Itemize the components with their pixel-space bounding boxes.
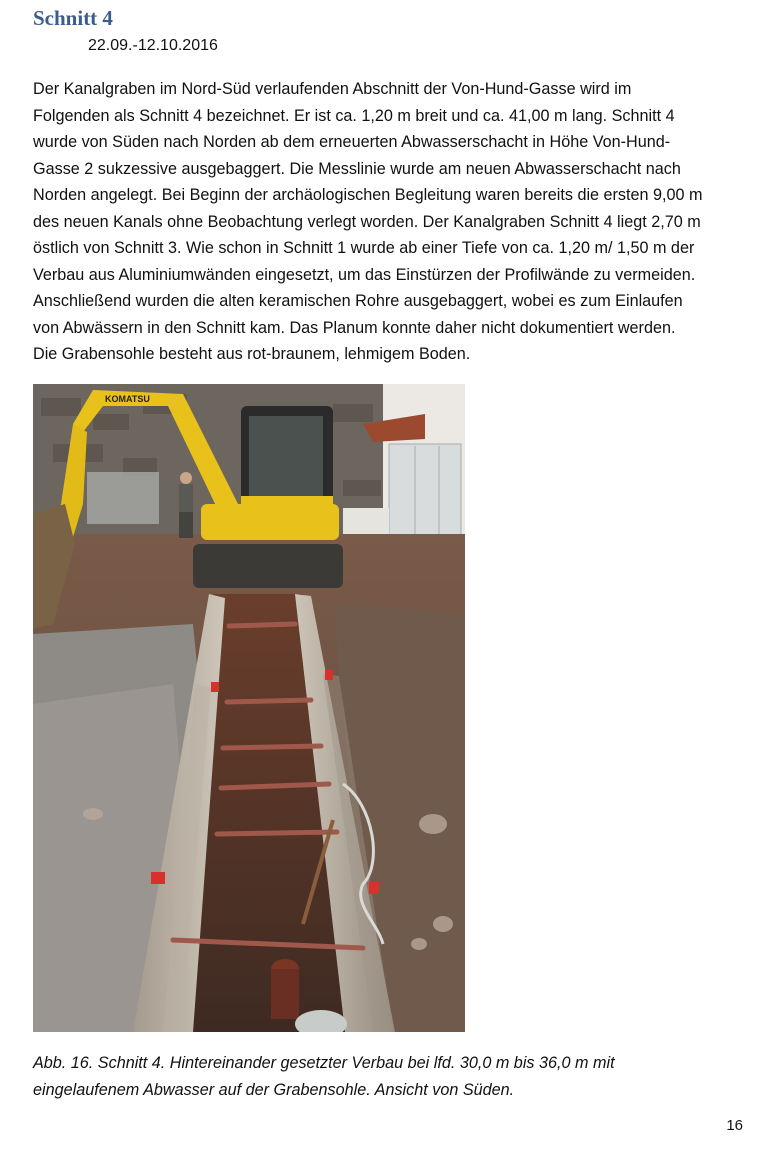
paragraph-line: östlich von Schnitt 3. Wie schon in Schnitt 1 wurde ab einer Tiefe von ca. 1,20 m/ 1,50 m der <box>33 239 695 257</box>
paragraph-line: Der Kanalgraben im Nord-Süd verlaufenden Abschnitt der Von-Hund-Gasse wird im <box>33 80 632 98</box>
trench-photo <box>33 384 465 1032</box>
caption-line: eingelaufenem Abwasser auf der Grabensohle. Ansicht von Süden. <box>33 1081 515 1099</box>
paragraph-line: Norden angelegt. Bei Beginn der archäologischen Begleitung waren bereits die ersten 9,00 m <box>33 186 703 204</box>
paragraph-line: von Abwässern in den Schnitt kam. Das Planum konnte daher nicht dokumentiert werden. <box>33 318 676 337</box>
paragraph-line: Anschließend wurden die alten keramischen Rohre ausgebaggert, wobei es zum Einlaufen <box>33 292 683 310</box>
fence <box>87 472 159 524</box>
worker <box>179 484 193 512</box>
section-heading: Schnitt 4 <box>33 6 113 30</box>
excavator-brand: KOMATSU <box>105 394 150 404</box>
page-number: 16 <box>726 1117 743 1134</box>
paragraph-line: Folgenden als Schnitt 4 bezeichnet. Er ist ca. 1,20 m breit und ca. 41,00 m lang. Schnitt 4 <box>33 106 675 125</box>
paragraph-line: des neuen Kanals ohne Beobachtung verlegt worden. Der Kanalgraben Schnitt 4 liegt 2,70 m <box>33 212 701 231</box>
trench-photo-illustration <box>33 384 465 1032</box>
paragraph-line: Verbau aus Aluminiumwänden eingesetzt, um das Einstürzen der Profilwände zu vermeiden. <box>33 265 696 284</box>
figure-caption <box>33 1050 753 1104</box>
body-paragraph <box>33 76 753 368</box>
paragraph-line: Die Grabensohle besteht aus rot-braunem, lehmigem Boden. <box>33 345 471 363</box>
paragraph-line: wurde von Süden nach Norden ab dem erneuerten Abwasserschacht in Höhe Von-Hund- <box>33 133 671 151</box>
section-date: 22.09.-12.10.2016 <box>88 37 218 54</box>
paragraph-line: Gasse 2 sukzessive ausgebaggert. Die Messlinie wurde am neuen Abwasserschacht nach <box>33 159 681 178</box>
caption-line: Abb. 16. Schnitt 4. Hintereinander gesetzter Verbau bei lfd. 30,0 m bis 36,0 m mit <box>33 1054 615 1072</box>
